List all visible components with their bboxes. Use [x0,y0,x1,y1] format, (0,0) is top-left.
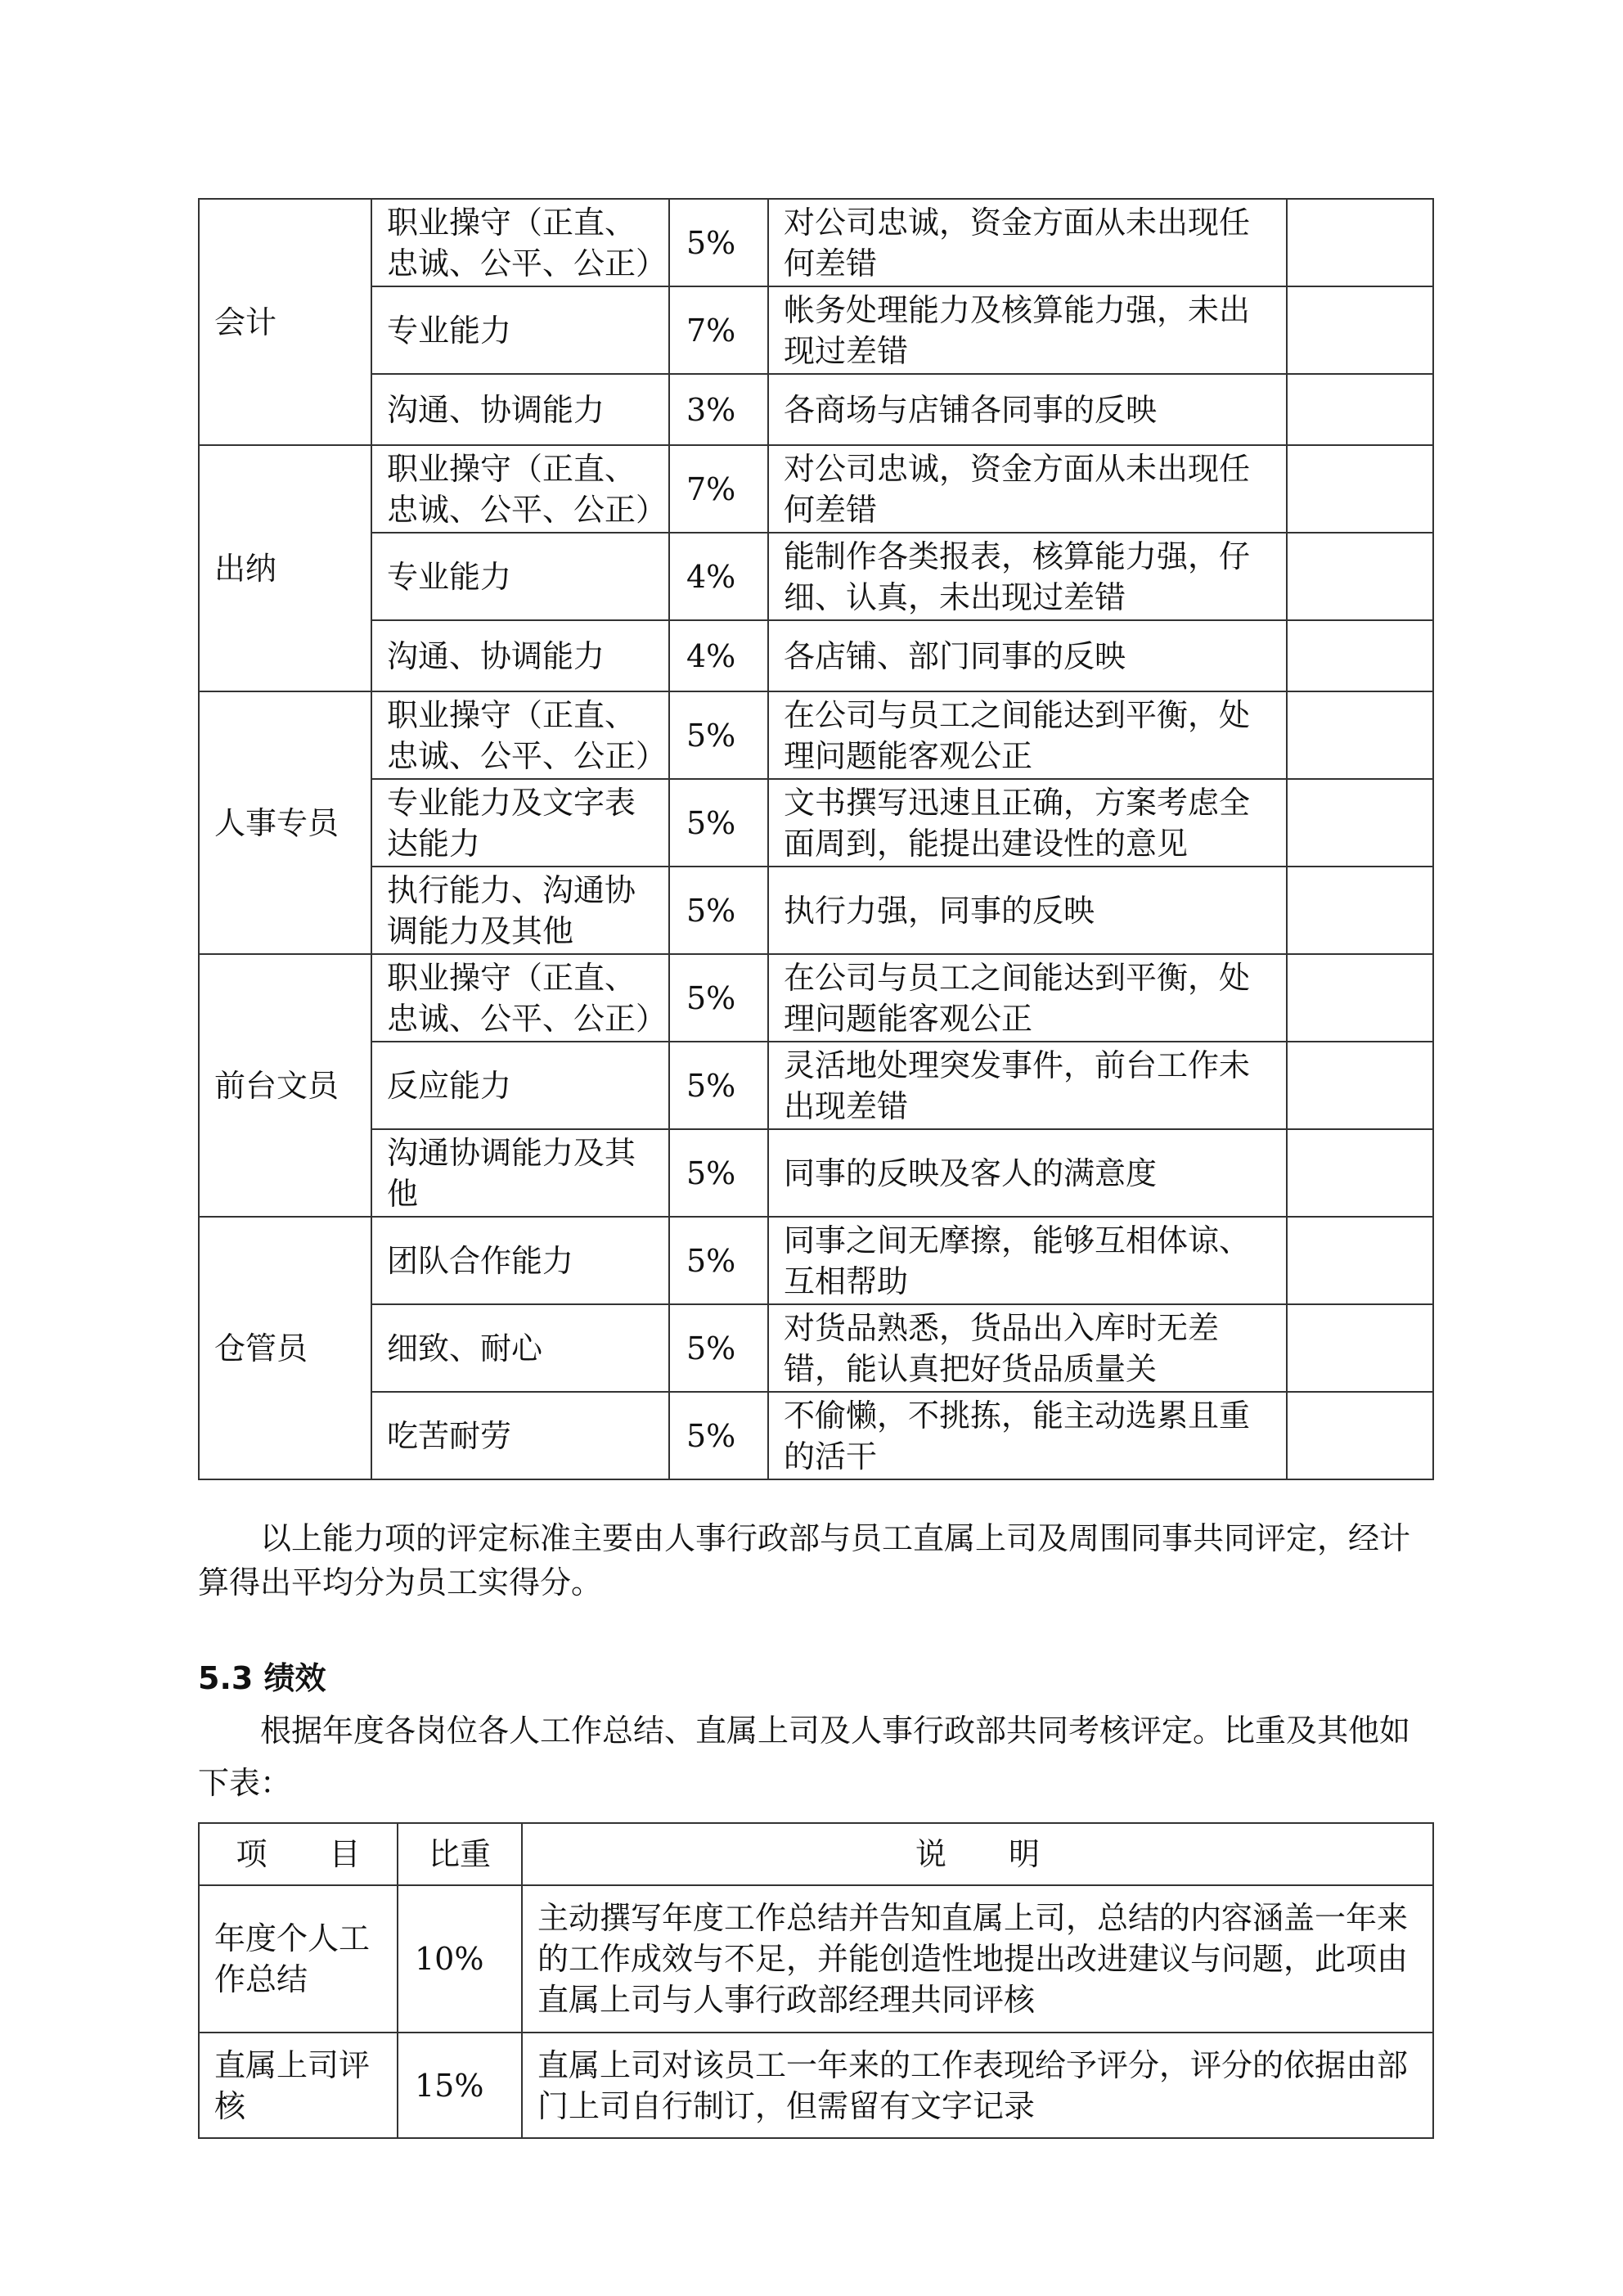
desc-cell: 对货品熟悉，货品出入库时无差错，能认真把好货品质量关 [768,1304,1287,1392]
desc-cell: 在公司与员工之间能达到平衡，处理问题能客观公正 [768,954,1287,1042]
weight-cell: 5% [669,954,768,1042]
item-cell: 反应能力 [371,1042,669,1129]
table-row [199,1392,1433,1479]
desc-cell: 在公司与员工之间能达到平衡，处理问题能客观公正 [768,691,1287,779]
desc-cell: 同事之间无摩擦，能够互相体谅、互相帮助 [768,1217,1287,1304]
score-cell [1287,1129,1433,1217]
paragraph [198,1704,1432,1809]
section-heading: 5.3 绩效 [198,1660,326,1696]
weight-cell: 5% [669,199,768,286]
item-cell: 沟通、协调能力 [371,374,669,445]
role-cell: 会计 [199,199,371,445]
role-cell: 前台文员 [199,954,371,1217]
item-cell: 吃苦耐劳 [371,1392,669,1479]
table-header-row [199,1823,1433,1885]
desc-cell: 能制作各类报表，核算能力强，仔细、认真，未出现过差错 [768,533,1287,620]
role-cell: 仓管员 [199,1217,371,1479]
desc-cell: 各商场与店铺各同事的反映 [768,374,1287,445]
table-row [199,867,1433,954]
role-cell: 出纳 [199,445,371,691]
column-header: 说 明 [522,1823,1433,1885]
weight-cell: 5% [669,691,768,779]
score-cell [1287,1217,1433,1304]
table-row [199,691,1433,779]
score-cell [1287,954,1433,1042]
column-header: 比重 [398,1823,522,1885]
score-cell [1287,533,1433,620]
weight-cell: 5% [669,1392,768,1479]
weight-cell: 5% [669,1217,768,1304]
desc-cell: 不偷懒，不挑拣，能主动选累且重的活干 [768,1392,1287,1479]
table-row [199,620,1433,691]
item-cell: 专业能力及文字表达能力 [371,779,669,867]
item-cell: 专业能力 [371,286,669,374]
table-row [199,533,1433,620]
table-row [199,779,1433,867]
weight-cell: 5% [669,779,768,867]
ability-table [198,198,1434,1480]
desc-cell: 执行力强，同事的反映 [768,867,1287,954]
weight-cell: 15% [398,2033,522,2138]
item-cell: 年度个人工作总结 [199,1885,398,2033]
table-row [199,1217,1433,1304]
weight-cell: 4% [669,620,768,691]
desc-cell: 直属上司对该员工一年来的工作表现给予评分，评分的依据由部门上司自行制订，但需留有文字记录 [522,2033,1433,2138]
weight-cell: 3% [669,374,768,445]
weight-cell: 7% [669,445,768,533]
item-cell: 直属上司评核 [199,2033,398,2138]
weight-cell: 5% [669,1304,768,1392]
weight-cell: 5% [669,1129,768,1217]
desc-cell: 灵活地处理突发事件，前台工作未出现差错 [768,1042,1287,1129]
paragraph-text: 以上能力项的评定标准主要由人事行政部与员工直属上司及周围同事共同评定，经计算得出平均分为员工实得分。 [198,1520,1411,1600]
score-cell [1287,867,1433,954]
score-cell [1287,286,1433,374]
table-row [199,1042,1433,1129]
score-cell [1287,1392,1433,1479]
table-row [199,1304,1433,1392]
table-row [199,1129,1433,1217]
paragraph [198,1516,1432,1605]
item-cell: 职业操守（正直、忠诚、公平、公正） [371,691,669,779]
desc-cell: 同事的反映及客人的满意度 [768,1129,1287,1217]
table-row [199,374,1433,445]
table-row [199,199,1433,286]
score-cell [1287,1304,1433,1392]
desc-cell: 各店铺、部门同事的反映 [768,620,1287,691]
table-row [199,2033,1433,2138]
table-row [199,954,1433,1042]
performance-table [198,1822,1434,2139]
desc-cell: 主动撰写年度工作总结并告知直属上司，总结的内容涵盖一年来的工作成效与不足，并能创造性地提出改进建议与问题，此项由直属上司与人事行政部经理共同评核 [522,1885,1433,2033]
desc-cell: 对公司忠诚，资金方面从未出现任何差错 [768,445,1287,533]
desc-cell: 对公司忠诚，资金方面从未出现任何差错 [768,199,1287,286]
desc-cell: 文书撰写迅速且正确，方案考虑全面周到，能提出建设性的意见 [768,779,1287,867]
column-header: 项 目 [199,1823,398,1885]
score-cell [1287,620,1433,691]
item-cell: 团队合作能力 [371,1217,669,1304]
item-cell: 职业操守（正直、忠诚、公平、公正） [371,954,669,1042]
item-cell: 沟通、协调能力 [371,620,669,691]
score-cell [1287,199,1433,286]
score-cell [1287,1042,1433,1129]
item-cell: 职业操守（正直、忠诚、公平、公正） [371,445,669,533]
item-cell: 执行能力、沟通协调能力及其他 [371,867,669,954]
paragraph-text: 根据年度各岗位各人工作总结、直属上司及人事行政部共同考核评定。比重及其他如下表： [198,1713,1411,1801]
weight-cell: 4% [669,533,768,620]
item-cell: 细致、耐心 [371,1304,669,1392]
weight-cell: 5% [669,867,768,954]
table-row [199,445,1433,533]
item-cell: 职业操守（正直、忠诚、公平、公正） [371,199,669,286]
item-cell: 专业能力 [371,533,669,620]
score-cell [1287,445,1433,533]
score-cell [1287,374,1433,445]
item-cell: 沟通协调能力及其他 [371,1129,669,1217]
desc-cell: 帐务处理能力及核算能力强，未出现过差错 [768,286,1287,374]
table-row [199,1885,1433,2033]
weight-cell: 10% [398,1885,522,2033]
weight-cell: 7% [669,286,768,374]
table-row [199,286,1433,374]
role-cell: 人事专员 [199,691,371,954]
score-cell [1287,779,1433,867]
weight-cell: 5% [669,1042,768,1129]
score-cell [1287,691,1433,779]
